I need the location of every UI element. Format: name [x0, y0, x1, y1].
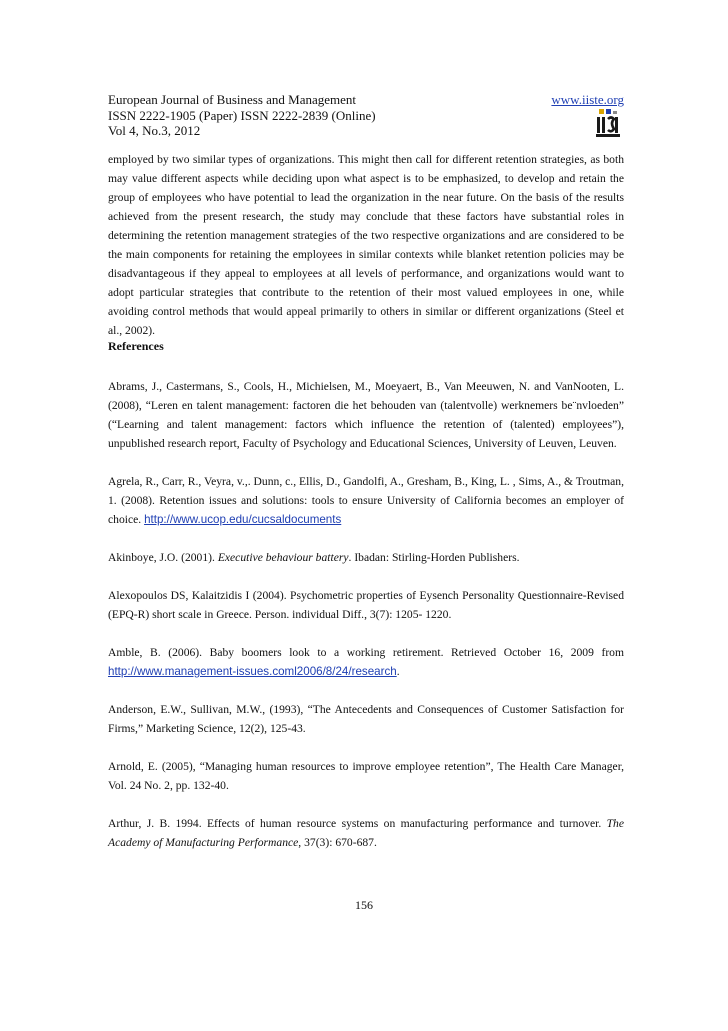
reference-text: Akinboye, J.O. (2001).: [108, 551, 218, 564]
reference-text: Anderson, E.W., Sullivan, M.W., (1993), “The Antecedents and Consequences of Customer Satisfaction for Firms,” Marketing Science, 12(2), 125-43.: [108, 703, 624, 735]
reference-text: Abrams, J., Castermans, S., Cools, H., Michielsen, M., Moeyaert, B., Van Meeuwen, N. and VanNooten, L. (2008), “Leren en talent management: factoren die het behouden van (talentvolle) werknemers be¨nvloeden” (“Learning and talent management: factors which influence the retention of (talented) employees”), unpublished research report, Faculty of Psychology and Educational Sciences, University of Leuven, Leuven.: [108, 380, 624, 450]
journal-url-link[interactable]: www.iiste.org: [551, 92, 624, 107]
reference-italic-title: Executive behaviour battery: [217, 551, 349, 564]
reference-text: Arthur, J. B. 1994. Effects of human resource systems on manufacturing performance and turnover.: [108, 817, 607, 830]
reference-item: [108, 548, 624, 567]
journal-issn: ISSN 2222-1905 (Paper) ISSN 2222-2839 (Online): [108, 107, 376, 123]
references-heading: References: [108, 339, 164, 353]
reference-text: .: [396, 665, 400, 678]
reference-item: [108, 700, 624, 738]
journal-title: European Journal of Business and Management: [108, 92, 357, 107]
reference-italic-title: The Academy of Manufacturing Performance: [108, 817, 624, 849]
reference-text: Agrela, R., Carr, R., Veyra, v.,. Dunn, c., Ellis, D., Gandolfi, A., Gresham, B., King, L. , Sims, A., & Troutman, 1. (2008). Retention issues and solutions: tools to ensure University of California becomes an employer of choice.: [108, 475, 624, 526]
reference-item: [108, 586, 624, 624]
page-number: 156: [355, 898, 373, 912]
reference-item: [108, 377, 624, 453]
reference-item: [108, 643, 624, 681]
journal-volume: Vol 4, No.3, 2012: [108, 123, 201, 138]
references-list: [108, 377, 624, 871]
iiste-logo: [596, 109, 620, 139]
reference-link[interactable]: http://www.ucop.edu/cucsaldocuments: [144, 513, 342, 526]
body-paragraph: employed by two similar types of organizations. This might then call for different retention strategies, as both may value different aspects while deciding upon what aspect is to be emphasized, to develop and retain the group of employees who have potential to lead the organization in the near future. On the basis of the results achieved from the present research, the study may conclude that these factors have substantial roles in determining the retention management strategies of the two respective organizations and are considered to be the main components for retaining the employees in similar contexts while blanket retention policies may be disadvantageous if they appeal to employees at all levels of performance, and organizations would want to adopt particular strategies that contribute to the retention of their most valued employees in one, while avoiding control methods that would appeal primarily to others in similar or different organizations (Steel et al., 2002).: [108, 153, 624, 337]
reference-item: [108, 757, 624, 795]
reference-text: , 37(3): 670-687.: [298, 836, 377, 849]
reference-text: Arnold, E. (2005), “Managing human resources to improve employee retention”, The Health Care Manager, Vol. 24 No. 2, pp. 132-40.: [108, 760, 624, 792]
reference-item: [108, 472, 624, 529]
reference-text: . Ibadan: Stirling-Horden Publishers.: [348, 551, 520, 564]
reference-text: Amble, B. (2006). Baby boomers look to a working retirement. Retrieved October 16, 2009 from: [108, 646, 624, 659]
journal-header: [108, 92, 624, 139]
reference-item: [108, 814, 624, 852]
reference-text: Alexopoulos DS, Kalaitzidis I (2004). Psychometric properties of Eysench Personality Questionnaire-Revised (EPQ-R) short scale in Greece. Person. individual Diff., 3(7): 1205- 1220.: [108, 589, 624, 621]
reference-link[interactable]: http://www.management-issues.coml2006/8/24/research: [108, 665, 397, 678]
